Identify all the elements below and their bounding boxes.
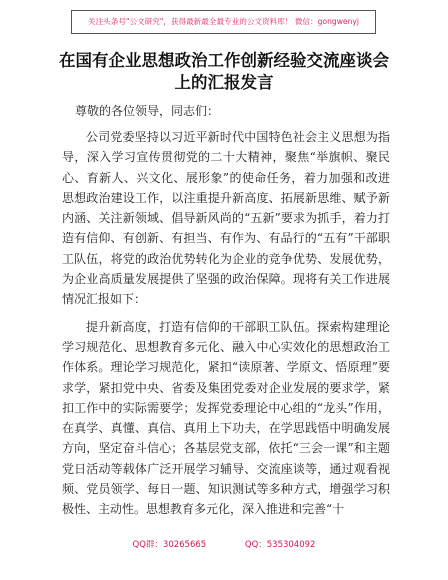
document-title [40,50,408,94]
salutation: 尊敬的各位领导，同志们： [75,104,220,118]
footer-qq-group: QQ群：30265665 [132,540,207,550]
footer-qq: QQ：535304092 [244,540,316,550]
footer-contact [0,538,448,550]
title-line-2: 上的汇报发言 [174,73,274,92]
body-text [62,127,390,520]
paragraph-1: 公司党委坚持以习近平新时代中国特色社会主义思想为指导，深入学习宣传贯彻党的二十大精神，聚焦“举旗帜、聚民心、育新人、兴文化、展形象”的使命任务，着力加强和改进思想政治建设工作，以注重提升新高度、拓展新思维、赋予新内涵、关注新领域、倡导新风尚的“五新”要求为抓手，着力打造有信仰、有创新、有担当、有作为、有品行的“五有”干部职工队伍，将党的政治优势转化为企业的竞争优势、发展优势，为企业高质量发展提供了坚强的政治保障。现将有关工作进展情况汇报如下： [62,130,390,307]
paragraph-2: 提升新高度，打造有信仰的干部职工队伍。探索构建理论学习规范化、思想教育多元化、融入中心实效化的思想政治工作体系。理论学习规范化，紧扣“读原著、学原文、悟原理”要求学，紧扣党中央、省委及集团党委对企业发展的要求学，紧扣工作中的实际需要学；发挥党委理论中心组的“龙头”作用，在真学、真懂、真信、真用上下功夫，在学思践悟中明确发展方向，坚定奋斗信心；各基层党支部，依托“三会一课”和主题党日活动等载体广泛开展学习辅导、交流座谈等，通过观看视频、党员领学、每日一题、知识测试等多种方式，增强学习积极性、主动性。思想教育多元化，深入推进和完善“十 [62,319,390,517]
promo-banner: 关注头条号"公文研究"，获得最新最全最专业的公文资料库！ 微信：gongwenyj [71,10,376,34]
title-line-1: 在国有企业思想政治工作创新经验交流座谈会 [59,51,389,70]
